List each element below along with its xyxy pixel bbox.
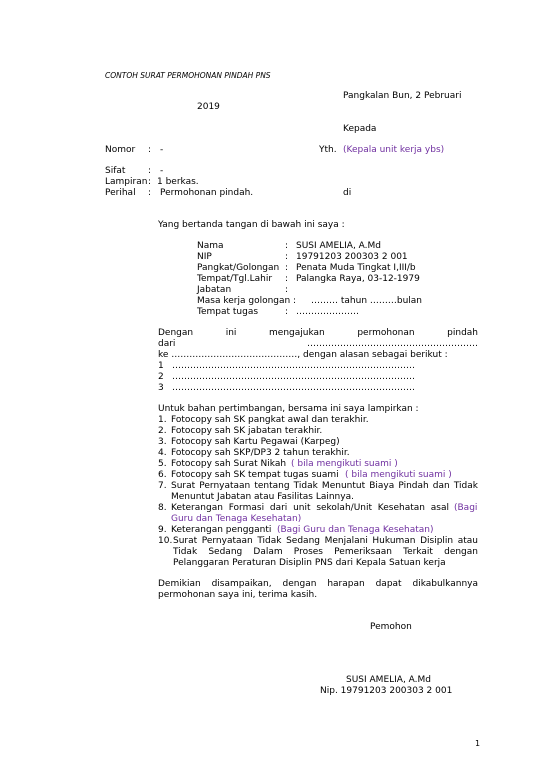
reason-number: 3 [158, 383, 164, 393]
meta-lampiran-label: Lampiran [105, 177, 148, 187]
attachment-number: 8. [158, 503, 167, 513]
request-line2-left: dari [158, 339, 176, 349]
reason-text: ……………………………………………………………………… [172, 361, 415, 371]
identity-value: ………………… [296, 307, 359, 317]
reason-number: 1 [158, 361, 164, 371]
request-line3: ke ……………………………………, dengan alasan sebagai berikut : [158, 350, 448, 360]
attachment-text: Surat Pernyataan tentang Tidak Menuntut Biaya Pindah dan Tidak [171, 481, 478, 491]
reason-text: ……………………………………………………………………… [172, 383, 415, 393]
identity-label: Tempat tugas [197, 307, 259, 317]
signature-nip: Nip. 19791203 200303 2 001 [320, 686, 453, 696]
identity-value: ……… tahun ………bulan [311, 296, 423, 306]
intro-text: Yang bertanda tangan di bawah ini saya : [158, 220, 345, 230]
attachments-intro: Untuk bahan pertimbangan, bersama ini saya lampirkan : [158, 404, 419, 414]
signature-name: SUSI AMELIA, A.Md [346, 675, 432, 685]
identity-label: NIP [197, 252, 212, 262]
identity-label: Pangkat/Golongan [197, 263, 280, 273]
meta-sifat-value: - [160, 166, 164, 176]
attachment-text: Fotocopy sah SK pangkat awal dan terakhir. [171, 415, 369, 425]
attachment-text: Fotocopy sah SK tempat tugas suami [171, 470, 339, 480]
attachment-number: 2. [158, 426, 167, 436]
attachment-text: Keterangan pengganti [171, 525, 272, 535]
identity-label: Jabatan [197, 285, 232, 295]
yth-recipient: (Kepala unit kerja ybs) [343, 145, 445, 155]
place-date-line2: 2019 [197, 102, 220, 112]
identity-sep: : [285, 285, 289, 295]
document-header: CONTOH SURAT PERMOHONAN PINDAH PNS [105, 71, 271, 80]
meta-nomor-sep: : [148, 145, 152, 155]
identity-value: Penata Muda Tingkat I,III/b [296, 263, 416, 273]
attachment-number: 9. [158, 525, 167, 535]
attachment-note-cont: Guru dan Tenaga Kesehatan) [171, 514, 302, 524]
attachment-text: Fotocopy sah Surat Nikah [171, 459, 287, 469]
identity-sep: : [285, 307, 289, 317]
yth-label: Yth. [319, 145, 337, 155]
identity-label: Masa kerja golongan [197, 296, 291, 306]
attachment-text: Keterangan Formasi dari unit sekolah/Unit Kesehatan asal [171, 503, 449, 513]
request-line1: Dengan ini mengajukan permohonan pindah [158, 328, 478, 338]
attachment-number: 10. [158, 536, 173, 546]
attachment-text: Surat Pernyataan Tidak Sedang Menjalani Hukuman Disiplin atau [173, 536, 478, 546]
attachment-number: 1. [158, 415, 167, 425]
identity-sep: : [285, 252, 289, 262]
identity-sep: : [285, 263, 289, 273]
identity-label: Tempat/Tgl.Lahir [197, 274, 273, 284]
attachment-text-cont: Menuntut Jabatan atau Fasilitas Lainnya. [171, 492, 354, 502]
attachment-note: ( bila mengikuti suami ) [291, 459, 398, 469]
identity-label: Nama [197, 241, 224, 251]
attachment-note: (Bagi [454, 503, 478, 513]
identity-sep: : [285, 241, 289, 251]
attachment-text-cont: Pelanggaran Peraturan Disiplin PNS dari Kepala Satuan kerja [173, 558, 446, 568]
di-label: di [343, 188, 352, 198]
identity-sep: : [293, 296, 297, 306]
meta-perihal-value: Permohonan pindah. [160, 188, 254, 198]
identity-value: 19791203 200303 2 001 [296, 252, 408, 262]
page-number: 1 [475, 739, 481, 748]
request-line2-dots: ………………………………………………… [307, 339, 478, 349]
place-date-line1: Pangkalan Bun, 2 Pebruari [343, 91, 462, 101]
signature-title: Pemohon [370, 622, 412, 632]
meta-nomor-value: - [160, 145, 164, 155]
reason-text: ……………………………………………………………………… [172, 372, 415, 382]
attachment-note: ( bila mengikuti suami ) [345, 470, 452, 480]
kepada-label: Kepada [343, 124, 377, 134]
attachment-text: Fotocopy sah SKP/DP3 2 tahun terakhir. [171, 448, 350, 458]
meta-lampiran-value: 1 berkas. [157, 177, 199, 187]
closing-line2: permohonan saya ini, terima kasih. [158, 590, 318, 600]
identity-value: Palangka Raya, 03-12-1979 [296, 274, 420, 284]
attachment-number: 5. [158, 459, 167, 469]
meta-nomor-label: Nomor [105, 145, 136, 155]
meta-sifat-sep: : [148, 166, 152, 176]
reason-number: 2 [158, 372, 164, 382]
attachment-text-cont: Tidak Sedang Dalam Proses Pemeriksaan Terkait dengan [173, 547, 478, 557]
identity-sep: : [285, 274, 289, 284]
attachment-text: Fotocopy sah SK jabatan terakhir. [171, 426, 323, 436]
attachment-number: 4. [158, 448, 167, 458]
attachment-text: Fotocopy sah Kartu Pegawai (Karpeg) [171, 437, 340, 447]
meta-sifat-label: Sifat [105, 166, 126, 176]
identity-value: SUSI AMELIA, A.Md [296, 241, 382, 251]
meta-perihal-label: Perihal [105, 188, 136, 198]
meta-perihal-sep: : [148, 188, 152, 198]
meta-lampiran-sep: : [148, 177, 152, 187]
attachment-number: 6. [158, 470, 167, 480]
attachment-note: (Bagi Guru dan Tenaga Kesehatan) [277, 525, 434, 535]
attachment-number: 7. [158, 481, 167, 491]
attachment-number: 3. [158, 437, 167, 447]
closing-line1: Demikian disampaikan, dengan harapan dapat dikabulkannya [158, 579, 478, 589]
